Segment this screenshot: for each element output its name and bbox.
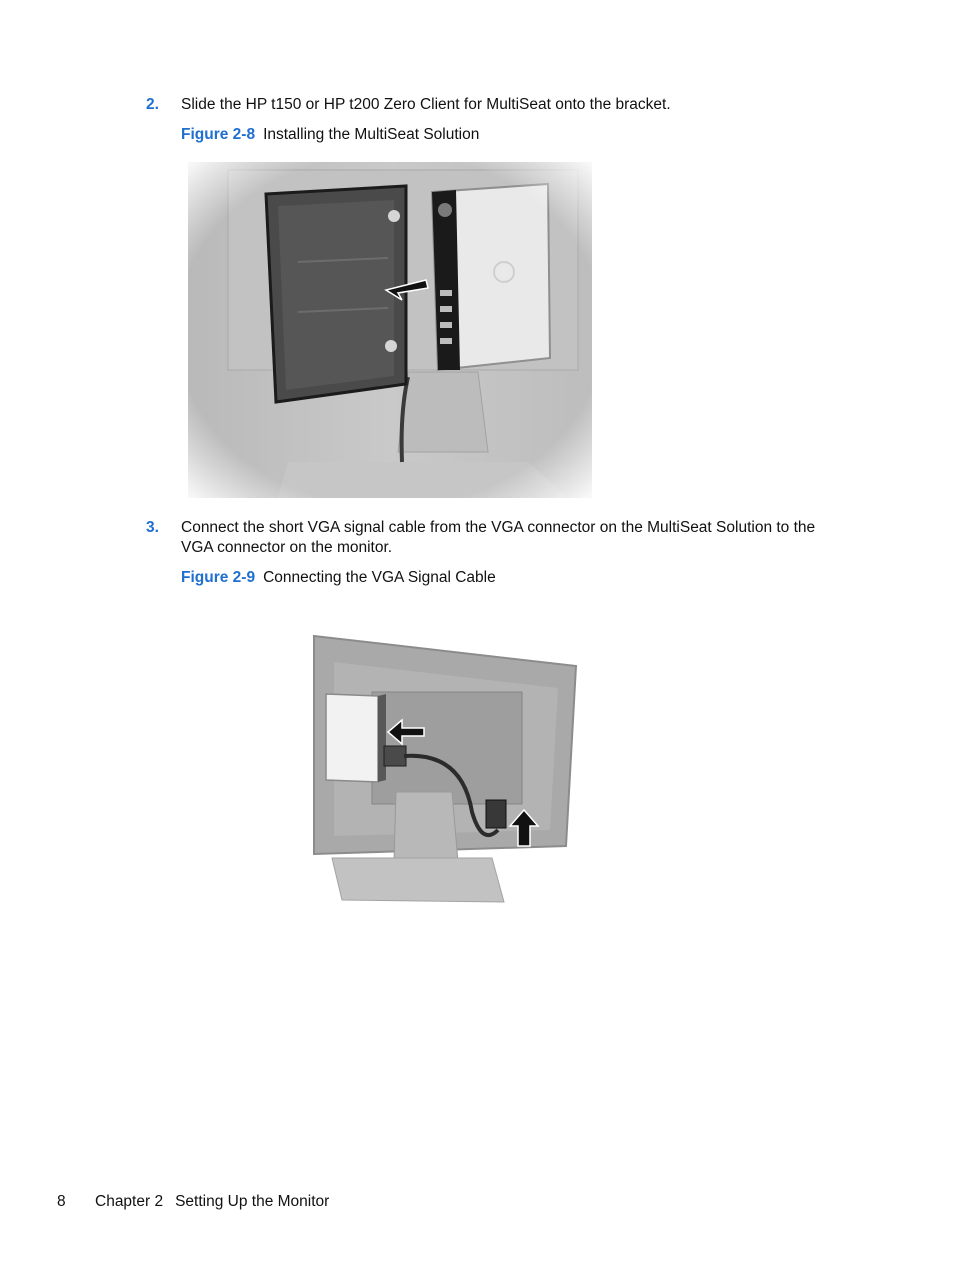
step-3 bbox=[146, 518, 846, 558]
figure-label: Figure 2-8 bbox=[181, 126, 256, 143]
chapter-label: Chapter 2 bbox=[95, 1193, 164, 1210]
figure-caption: Installing the MultiSeat Solution bbox=[263, 126, 480, 143]
figure-2-9-illustration bbox=[312, 632, 580, 904]
figure-caption: Connecting the VGA Signal Cable bbox=[263, 569, 496, 586]
step-text: Slide the HP t150 or HP t200 Zero Client for MultiSeat onto the bracket. bbox=[181, 96, 671, 113]
chapter-title: Setting Up the Monitor bbox=[175, 1193, 330, 1210]
figure-label: Figure 2-9 bbox=[181, 569, 256, 586]
page-footer bbox=[57, 1192, 329, 1212]
step-2 bbox=[146, 95, 846, 115]
figure-2-8-caption bbox=[181, 125, 479, 145]
step-text: Connect the short VGA signal cable from the VGA connector on the MultiSeat Solution to the VGA connector on the monitor. bbox=[181, 519, 816, 556]
step-number: 2. bbox=[146, 96, 159, 113]
figure-2-8-illustration bbox=[188, 162, 592, 498]
figure-2-9-caption bbox=[181, 568, 496, 588]
page-number: 8 bbox=[57, 1193, 66, 1210]
step-number: 3. bbox=[146, 519, 159, 536]
